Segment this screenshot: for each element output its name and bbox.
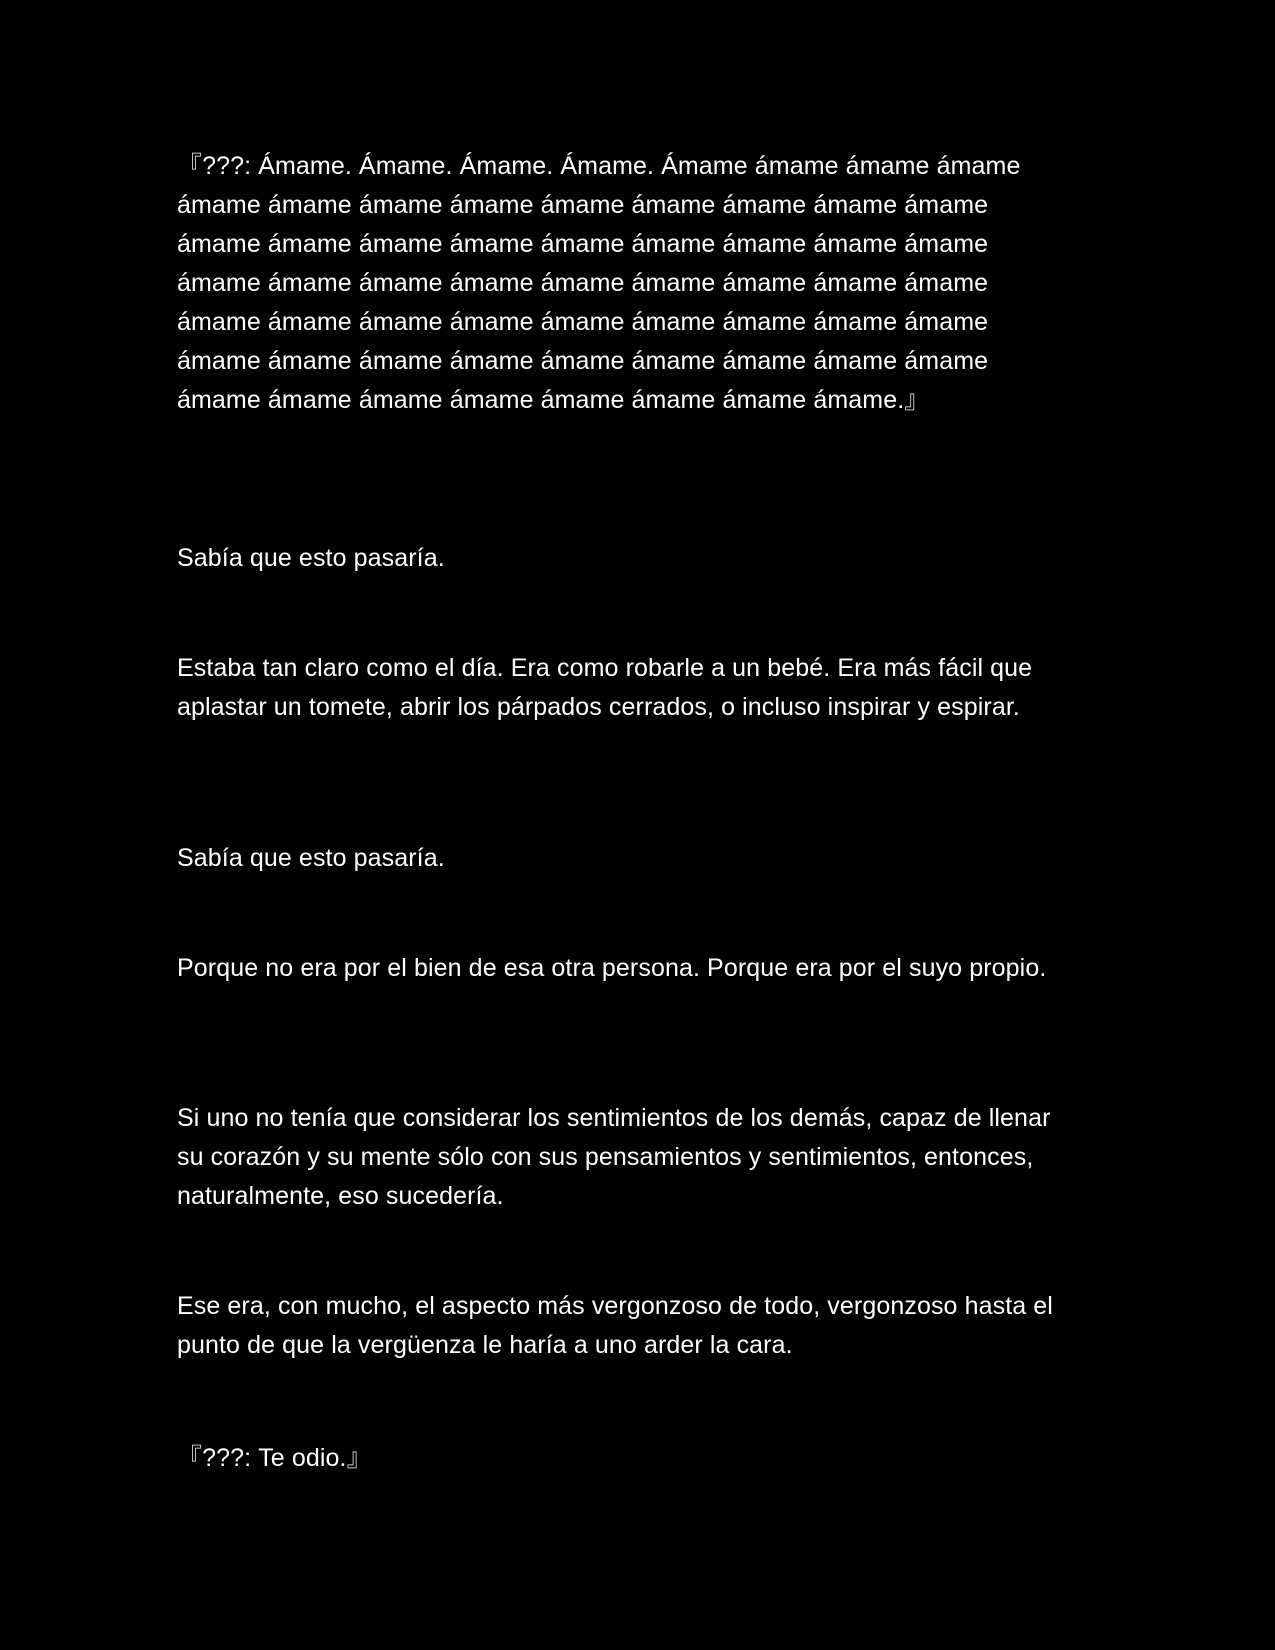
narration-paragraph-knew-it-1: Sabía que esto pasaría. (177, 544, 445, 572)
narration-paragraph-not-for-other: Porque no era por el bien de esa otra persona. Porque era por el suyo propio. (177, 954, 1047, 982)
dialogue-paragraph-love-me: 『???: Ámame. Ámame. Ámame. Ámame. Ámame ámame ámame ámame ámame ámame ámame ámame ámame ámame ámame ámame ámame ámame ámame ámame ámame ámame ámame ámame ámame ámame ámame ámame ámame ámame ámame ámame ámame ámame ámame ámame ámame ámame ámame ámame ámame ámame ámame ámame ámame ámame ámame ámame ámame ámame ámame ámame ámame ámame ámame ámame ámame ámame ámame ámame ámame.』 (177, 152, 1021, 414)
narration-paragraph-clear-as-day: Estaba tan claro como el día. Era como robarle a un bebé. Era más fácil que aplastar un tomete, abrir los párpados cerrados, o incluso inspirar y espirar. (177, 654, 1033, 721)
narration-paragraph-shameful: Ese era, con mucho, el aspecto más vergonzoso de todo, vergonzoso hasta el punto de que la vergüenza le haría a uno arder la cara. (177, 1292, 1053, 1359)
narration-paragraph-knew-it-2: Sabía que esto pasaría. (177, 844, 445, 872)
dialogue-paragraph-i-hate-you: 『???: Te odio.』 (177, 1444, 372, 1472)
narration-paragraph-feelings: Si uno no tenía que considerar los sentimientos de los demás, capaz de llenar su corazón y su mente sólo con sus pensamientos y sentimientos, entonces, naturalmente, eso sucedería. (177, 1104, 1051, 1210)
